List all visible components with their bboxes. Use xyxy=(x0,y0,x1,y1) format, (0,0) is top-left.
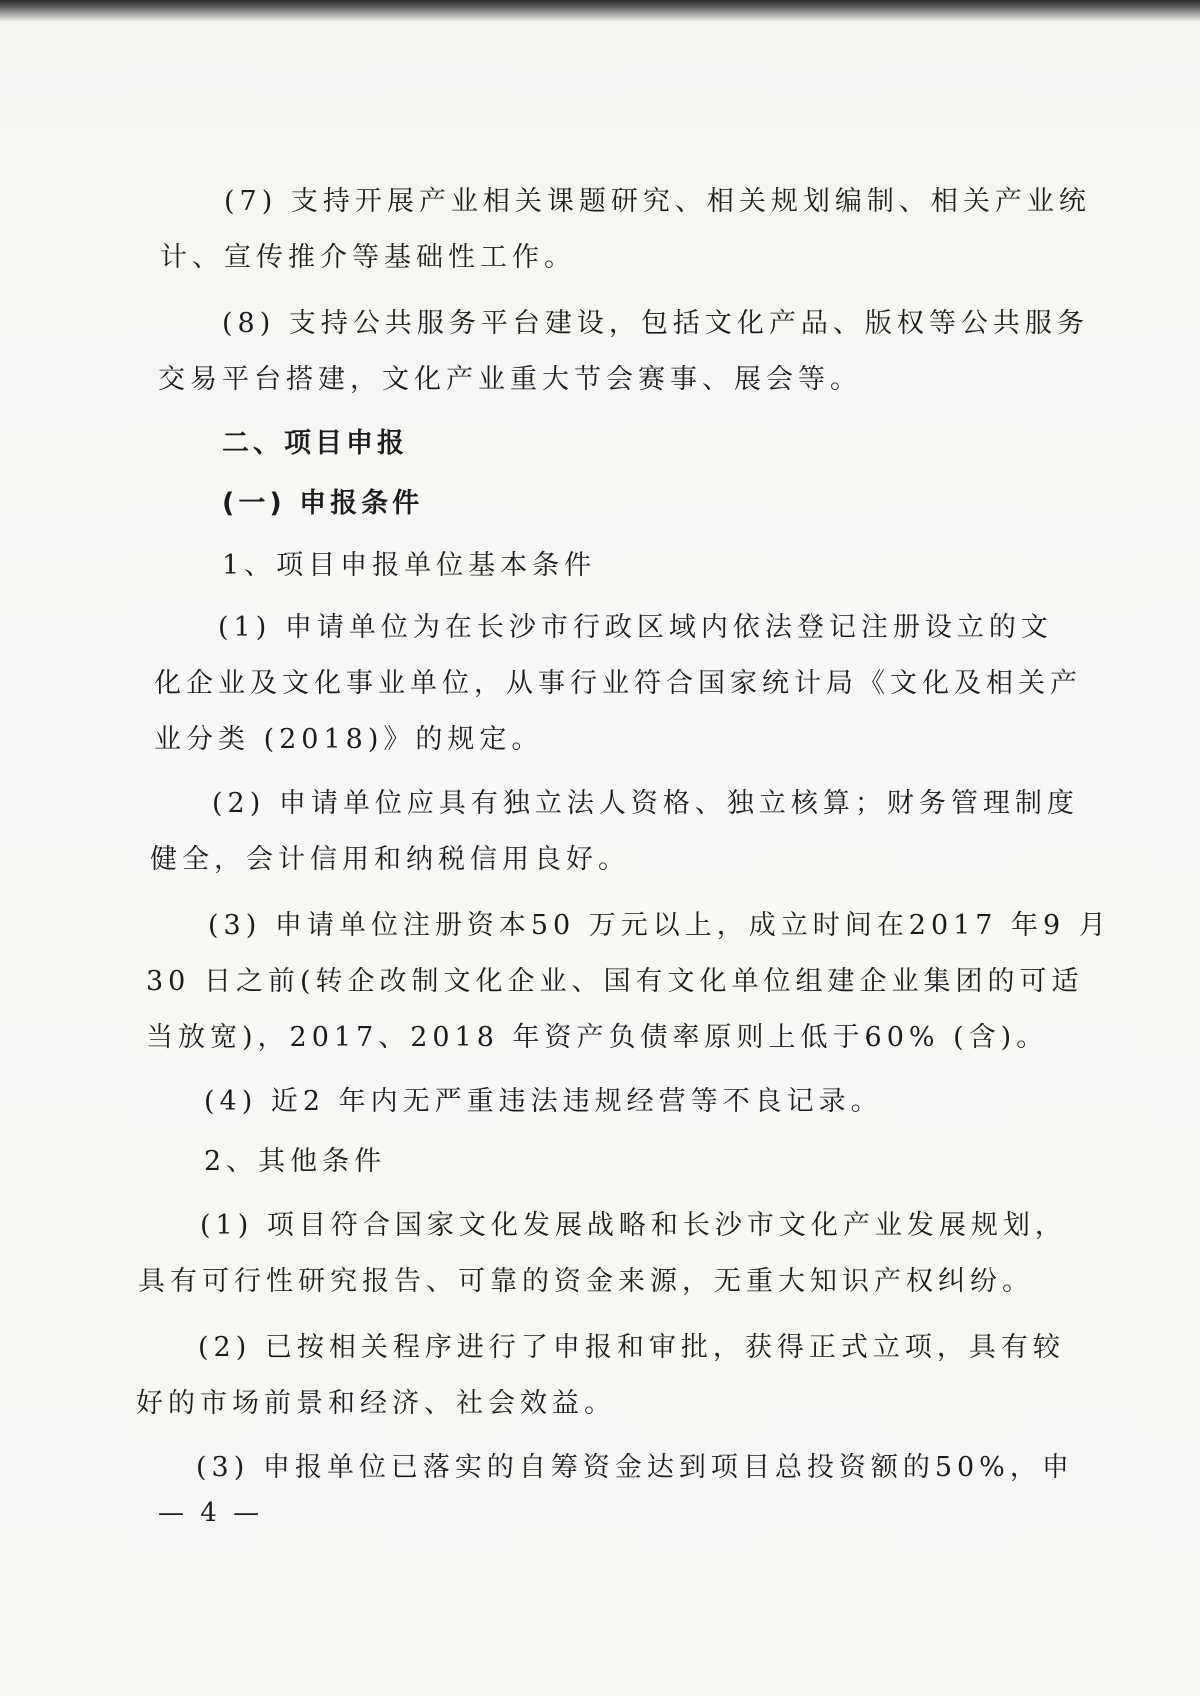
page-number: — 4 — xyxy=(158,1498,264,1528)
paragraph-8-line-1: (8) 支持公共服务平台建设，包括文化产品、版权等公共服务 xyxy=(222,308,1089,339)
paragraph-7-line-1: (7) 支持开展产业相关课题研究、相关规划编制、相关产业统 xyxy=(224,186,1091,217)
condition-1-line-1: (1) 申请单位为在长沙市行政区域内依法登记注册设立的文 xyxy=(218,612,1053,643)
condition-1-line-2: 化企业及文化事业单位，从事行业符合国家统计局《文化及相关产 xyxy=(154,668,1082,699)
section-heading-2: 二、项目申报 xyxy=(222,428,408,459)
condition-3-line-2: 30 日之前(转企改制文化企业、国有文化单位组建企业集团的可适 xyxy=(146,966,1084,997)
condition-1-line-3: 业分类 (2018)》的规定。 xyxy=(154,724,544,755)
condition-2-line-2: 健全，会计信用和纳税信用良好。 xyxy=(150,844,630,875)
subsection-heading-1: (一) 申报条件 xyxy=(222,488,424,519)
other-condition-2-line-1: (2) 已按相关程序进行了申报和审批，获得正式立项，具有较 xyxy=(198,1332,1065,1363)
condition-3-line-1: (3) 申请单位注册资本50 万元以上，成立时间在2017 年9 月 xyxy=(208,910,1111,941)
condition-3-line-3: 当放宽)，2017、2018 年资产负债率原则上低于60% (含)。 xyxy=(146,1022,1049,1053)
paragraph-8-line-2: 交易平台搭建，文化产业重大节会赛事、展会等。 xyxy=(158,364,862,395)
other-condition-3-line-1: (3) 申报单位已落实的自筹资金达到项目总投资额的50%，申 xyxy=(196,1452,1074,1483)
condition-2-line-1: (2) 申请单位应具有独立法人资格、独立核算；财务管理制度 xyxy=(212,788,1079,819)
other-condition-1-line-1: (1) 项目符合国家文化发展战略和长沙市文化产业发展规划， xyxy=(200,1210,1067,1241)
item-heading-2: 2、其他条件 xyxy=(204,1146,387,1177)
other-condition-2-line-2: 好的市场前景和经济、社会效益。 xyxy=(136,1388,616,1419)
condition-4-line-1: (4) 近2 年内无严重违法违规经营等不良记录。 xyxy=(204,1086,883,1117)
paragraph-7-line-2: 计、宣传推介等基础性工作。 xyxy=(160,242,576,273)
other-condition-1-line-2: 具有可行性研究报告、可靠的资金来源，无重大知识产权纠纷。 xyxy=(138,1266,1034,1297)
item-heading-1: 1、项目申报单位基本条件 xyxy=(222,550,597,581)
scan-top-edge xyxy=(0,0,1200,22)
